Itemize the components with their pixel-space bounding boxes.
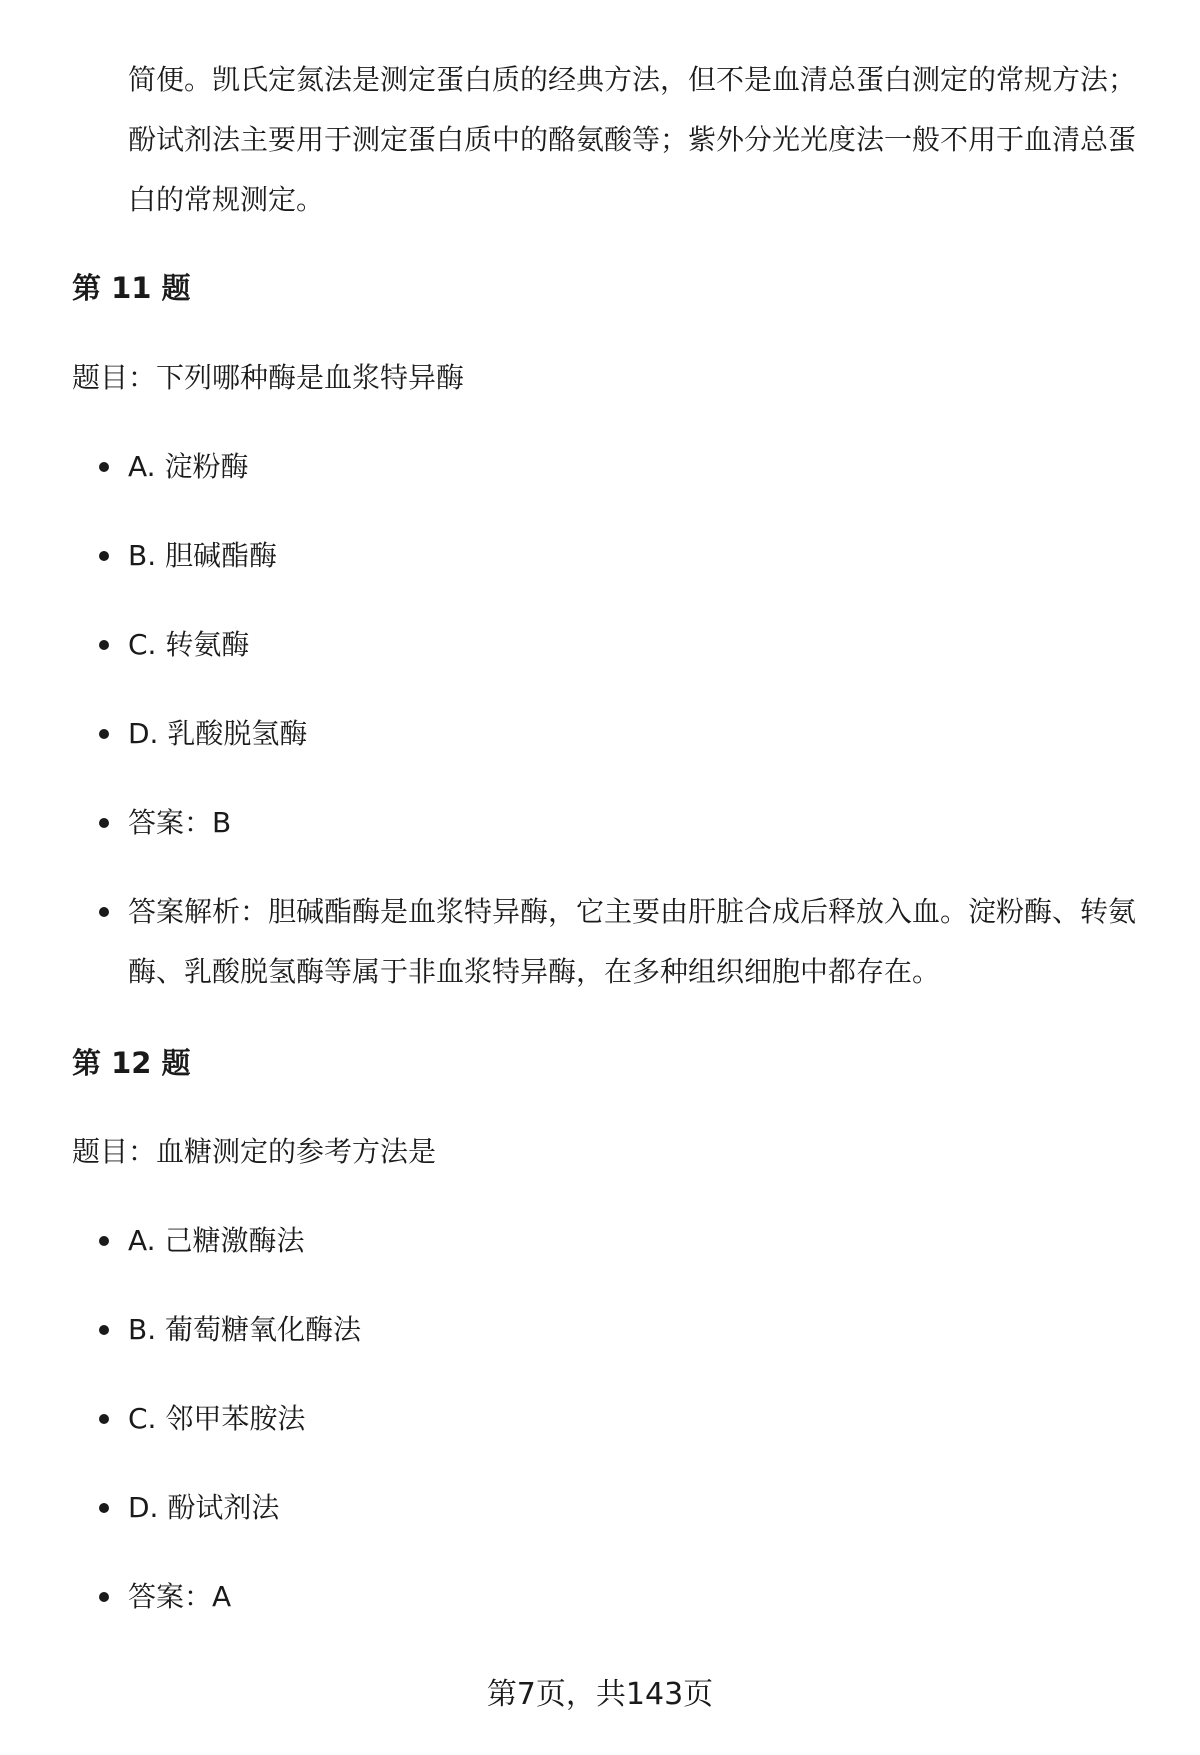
bullet-icon (99, 1236, 109, 1246)
bullet-icon (99, 462, 109, 472)
question-11-option-c (0, 625, 1200, 665)
question-12-answer (0, 1577, 1200, 1617)
bullet-icon (99, 640, 109, 650)
analysis-text: 答案解析：胆碱酯酶是血浆特异酶，它主要由肝脏合成后释放入血。淀粉酶、转氨酶、乳酸脱氢酶等属于非血浆特异酶，在多种组织细胞中都存在。 (128, 895, 1137, 988)
answer-label: 答案：B (128, 806, 232, 839)
option-label: B. 葡萄糖氧化酶法 (128, 1313, 362, 1346)
bullet-icon (99, 729, 109, 739)
question-11-text: 题目：下列哪种酶是血浆特异酶 (72, 361, 465, 394)
question-11-option-d (0, 714, 1200, 754)
bullet-icon (99, 1414, 109, 1424)
question-12-option-b (0, 1310, 1200, 1350)
option-label: A. 己糖激酶法 (128, 1224, 305, 1257)
question-12-option-a (0, 1221, 1200, 1261)
question-12-text: 题目：血糖测定的参考方法是 (72, 1135, 437, 1168)
question-12-heading: 第 12 题 (72, 1046, 191, 1080)
bullet-icon (99, 818, 109, 828)
continuation-paragraph: 简便。凯氏定氮法是测定蛋白质的经典方法，但不是血清总蛋白测定的常规方法；酚试剂法主要用于测定蛋白质中的酪氨酸等；紫外分光光度法一般不用于血清总蛋白的常规测定。 (128, 63, 1137, 216)
bullet-icon (99, 907, 109, 917)
question-11-answer (0, 803, 1200, 843)
question-12-option-c (0, 1399, 1200, 1439)
bullet-icon (99, 1503, 109, 1513)
option-label: C. 转氨酶 (128, 628, 250, 661)
option-label: C. 邻甲苯胺法 (128, 1402, 306, 1435)
question-12-option-d (0, 1488, 1200, 1528)
question-11-heading: 第 11 题 (72, 271, 191, 305)
question-11-option-a (0, 447, 1200, 487)
answer-label: 答案：A (128, 1580, 232, 1613)
page-number-footer: 第7页，共143页 (486, 1677, 714, 1712)
bullet-icon (99, 1592, 109, 1602)
option-label: B. 胆碱酯酶 (128, 539, 278, 572)
bullet-icon (99, 551, 109, 561)
option-label: D. 乳酸脱氢酶 (128, 717, 308, 750)
option-label: A. 淀粉酶 (128, 450, 249, 483)
question-11-analysis (0, 892, 1200, 1012)
option-label: D. 酚试剂法 (128, 1491, 280, 1524)
question-11-option-b (0, 536, 1200, 576)
bullet-icon (99, 1325, 109, 1335)
